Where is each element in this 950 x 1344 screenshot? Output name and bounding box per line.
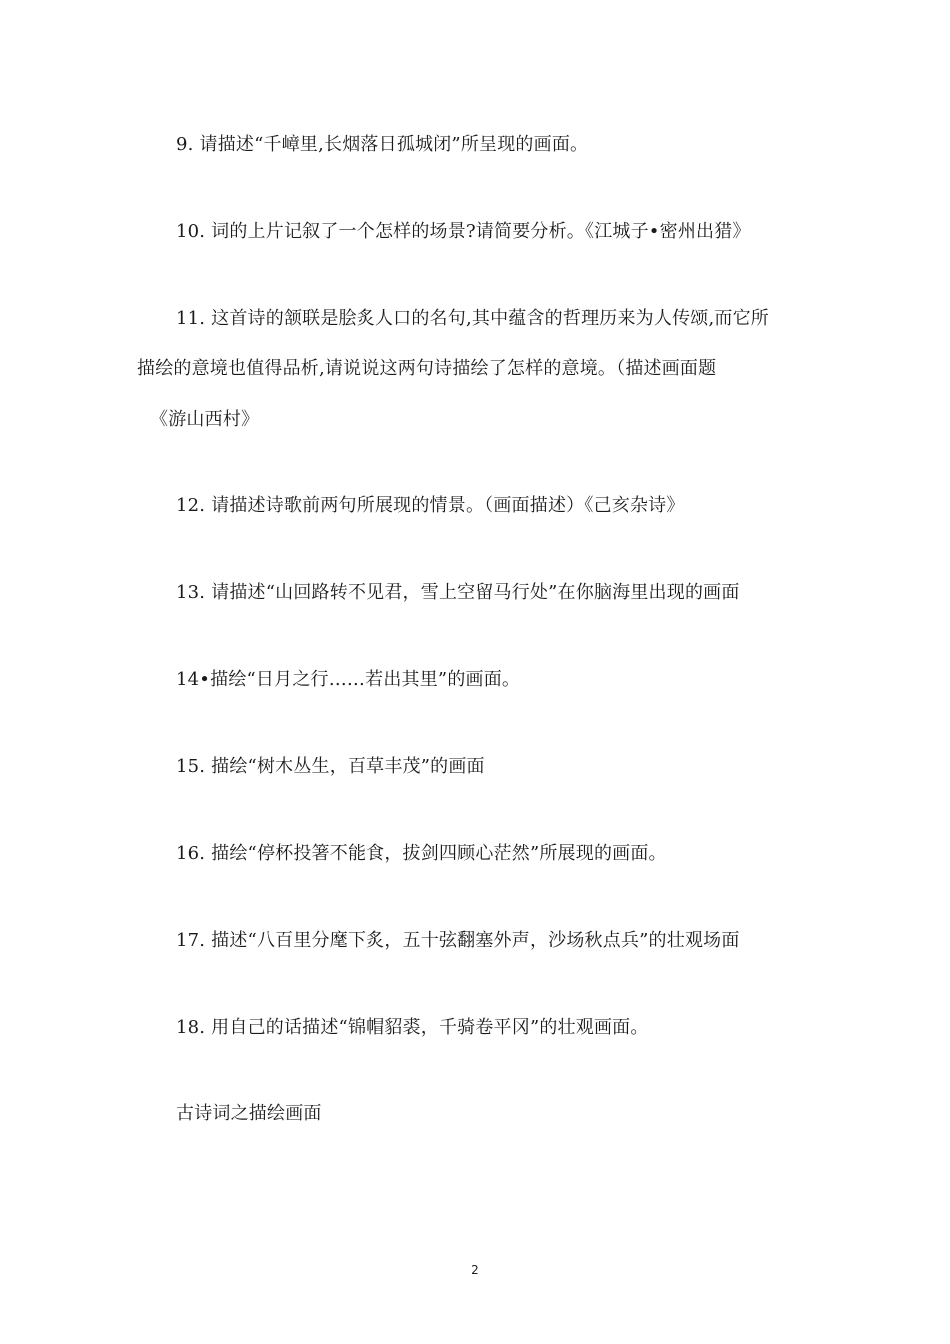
question-11-line-3: 《游山西村》 [150,409,260,430]
question-12: 12. 请描述诗歌前两句所展现的情景。（画面描述）《己亥杂诗》 [176,495,685,516]
question-11-line-1: 11. 这首诗的颔联是脍炙人口的名句,其中蕴含的哲理历来为人传颂,而它所 [176,308,769,329]
page-number: 2 [471,1263,479,1277]
question-18: 18. 用自己的话描述“锦帽貂裘，千骑卷平冈”的壮观画面。 [176,1017,649,1038]
closing-title: 古诗词之描绘画面 [176,1103,322,1124]
question-14: 14•描绘“日月之行……若出其里”的画面。 [176,669,521,690]
question-9: 9. 请描述“千嶂里,长烟落日孤城闭”所呈现的画面。 [176,134,589,155]
question-15: 15. 描绘“树木丛生，百草丰茂”的画面 [176,756,485,777]
question-11-line-2: 描绘的意境也值得品析,请说说这两句诗描绘了怎样的意境。（描述画面题 [137,358,717,379]
question-17: 17. 描述“八百里分麾下炙，五十弦翻塞外声，沙场秋点兵”的壮观场面 [176,930,740,951]
question-10: 10. 词的上片记叙了一个怎样的场景?请简要分析。《江城子•密州出猎》 [176,221,751,242]
question-16: 16. 描绘“停杯投箸不能食，拔剑四顾心茫然”所展现的画面。 [176,843,667,864]
question-13: 13. 请描述“山回路转不见君，雪上空留马行处”在你脑海里出现的画面 [176,582,740,603]
